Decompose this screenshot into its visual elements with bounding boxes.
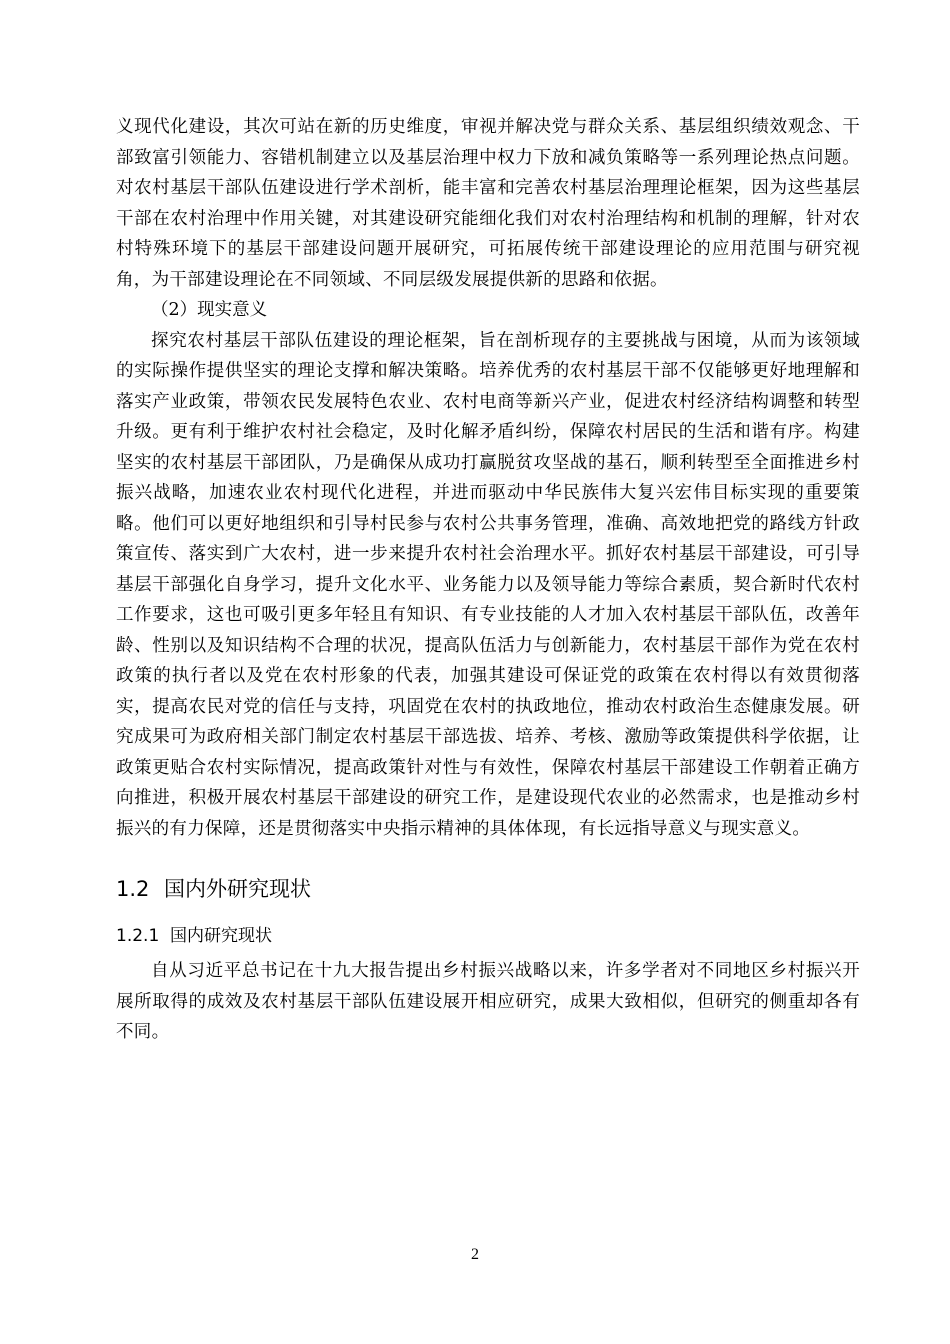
paragraph-theoretical-significance-continued: 义现代化建设，其次可站在新的历史维度，审视并解决党与群众关系、基层组织绩效观念、干部致富引领能力、容错机制建立以及基层治理中权力下放和减负策略等一系列理论热点问题。对农村基层干部队伍建设进行学术剖析，能丰富和完善农村基层治理理论框架，因为这些基层干部在农村治理中作用关键，对其建设研究能细化我们对农村治理结构和机制的理解，针对农村特殊环境下的基层干部建设问题开展研究，可拓展传统干部建设理论的应用范围与研究视角，为干部建设理论在不同领域、不同层级发展提供新的思路和依据。	[116, 117, 860, 290]
section-number: 1.2	[116, 877, 150, 901]
page-number: 2	[471, 1246, 479, 1263]
paragraph-practical-significance: 探究农村基层干部队伍建设的理论框架，旨在剖析现存的主要挑战与困境，从而为该领域的实际操作提供坚实的理论支撑和解决策略。培养优秀的农村基层干部不仅能够更好地理解和落实产业政策，带领农民发展特色农业、农村电商等新兴产业，促进农村经济结构调整和转型升级。更有利于维护农村社会稳定，及时化解矛盾纠纷，保障农村居民的生活和谐有序。构建坚实的农村基层干部团队，乃是确保从成功打赢脱贫攻坚战的基石，顺利转型至全面推进乡村振兴战略，加速农业农村现代化进程，并进而驱动中华民族伟大复兴宏伟目标实现的重要策略。他们可以更好地组织和引导村民参与农村公共事务管理，准确、高效地把党的路线方针政策宣传、落实到广大农村，进一步来提升农村社会治理水平。抓好农村基层干部建设，可引导基层干部强化自身学习，提升文化水平、业务能力以及领导能力等综合素质，契合新时代农村工作要求，这也可吸引更多年轻且有知识、有专业技能的人才加入农村基层干部队伍，改善年龄、性别以及知识结构不合理的状况，提高队伍活力与创新能力，农村基层干部作为党在农村政策的执行者以及党在农村形象的代表，加强其建设可保证党的政策在农村得以有效贯彻落实，提高农民对党的信任与支持，巩固党在农村的执政地位，推动农村政治生态健康发展。研究成果可为政府相关部门制定农村基层干部选拔、培养、考核、激励等政策提供科学依据，让政策更贴合农村实际情况，提高政策针对性与有效性，保障农村基层干部建设工作朝着正确方向推进，积极开展农村基层干部建设的研究工作，是建设现代农业的必然需求，也是推动乡村振兴的有力保障，还是贯彻落实中央指示精神的具体体现，有长远指导意义与现实意义。	[116, 330, 860, 839]
section-title: 国内外研究现状	[164, 877, 311, 901]
subsection-number: 1.2.1	[116, 926, 160, 946]
subsection-title: 国内研究现状	[170, 926, 272, 946]
subheading-practical-significance: （2）现实意义	[151, 300, 268, 320]
document-body	[116, 112, 860, 1048]
section-heading	[116, 874, 860, 904]
subsection-heading	[116, 922, 860, 950]
paragraph-domestic-research: 自从习近平总书记在十九大报告提出乡村振兴战略以来，许多学者对不同地区乡村振兴开展所取得的成效及农村基层干部队伍建设展开相应研究，成果大致相似，但研究的侧重却各有不同。	[116, 961, 860, 1042]
